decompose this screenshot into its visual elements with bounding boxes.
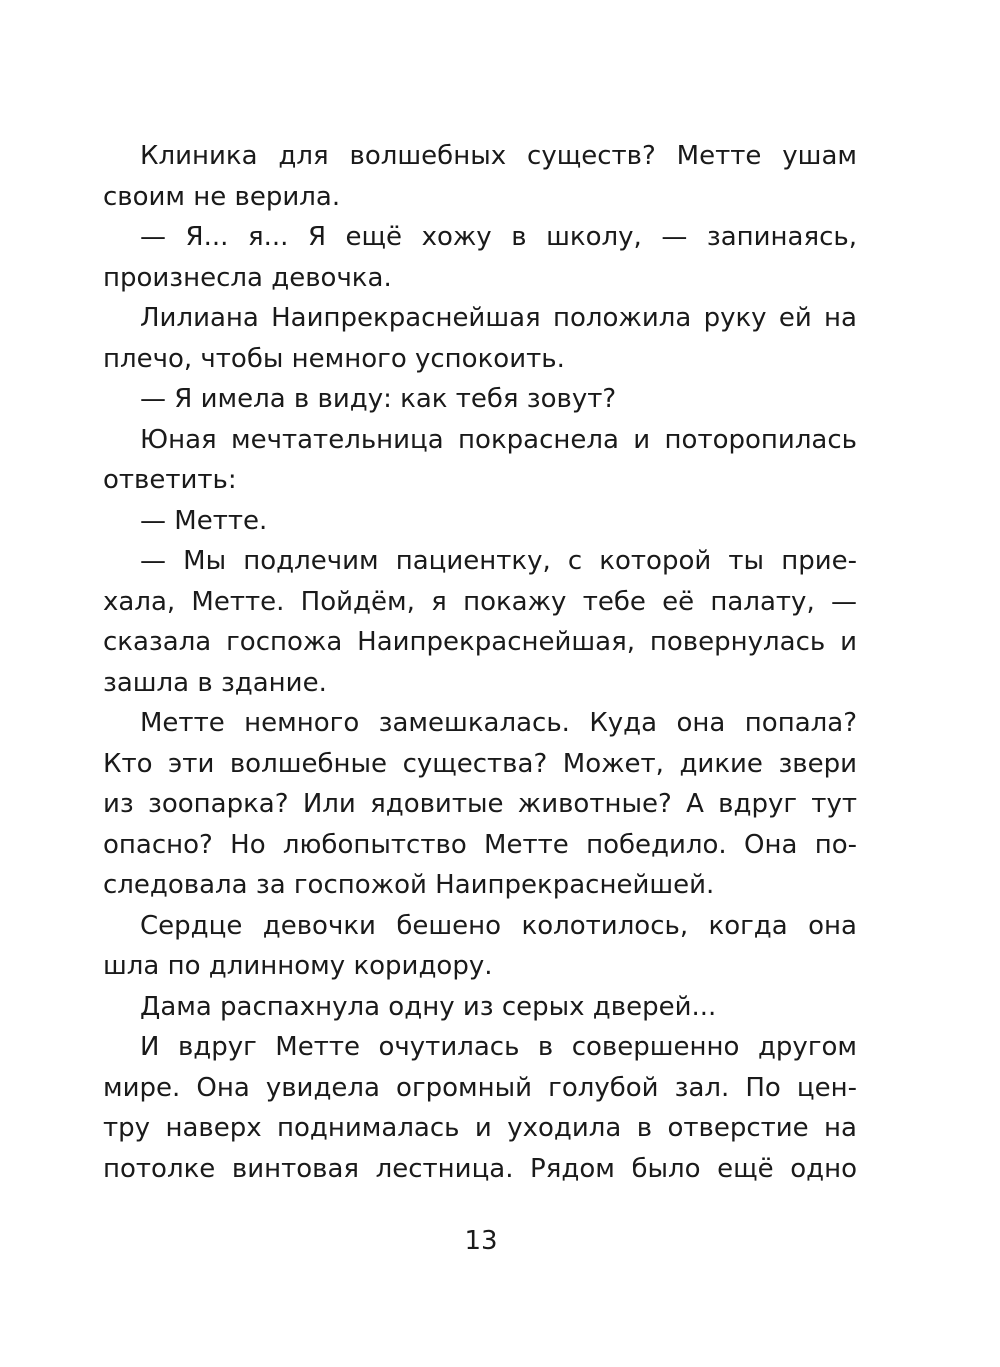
page-number: 13	[464, 1226, 498, 1256]
text-line: сказала госпожа Наипрекраснейшая, повернулась и	[103, 627, 857, 657]
text-line: И вдруг Метте очутилась в совершенно другом	[140, 1032, 857, 1062]
text-line: шла по длинному коридору.	[103, 951, 493, 981]
text-line: хала, Метте. Пойдём, я покажу тебе её палату, —	[103, 586, 857, 617]
body-text	[103, 136, 857, 1189]
text-line: своим не верила.	[103, 181, 341, 212]
text-line: потолке винтовая лестница. Рядом было ещё одно	[103, 1153, 857, 1184]
text-line: — Я... я... Я ещё хожу в школу, — запинаясь,	[140, 222, 857, 252]
text-line: — Метте.	[140, 505, 268, 536]
text-line: плечо, чтобы немного успокоить.	[103, 343, 565, 374]
text-line: Кто эти волшебные существа? Может, дикие звери	[103, 748, 857, 779]
text-line: ответить:	[103, 465, 237, 495]
text-line: Юная мечтательница покраснела и поторопилась	[140, 424, 857, 455]
text-line: Лилиана Наипрекраснейшая положила руку ей на	[140, 303, 857, 333]
text-line: тру наверх поднималась и уходила в отверстие на	[103, 1113, 857, 1143]
text-line: — Я имела в виду: как тебя зовут?	[140, 384, 617, 414]
text-line: Сердце девочки бешено колотилось, когда она	[140, 910, 857, 941]
text-line: Клиника для волшебных существ? Метте ушам	[140, 141, 857, 171]
text-line: мире. Она увидела огромный голубой зал. По цен-	[103, 1072, 857, 1103]
text-line: — Мы подлечим пациентку, с которой ты прие-	[140, 546, 857, 576]
text-line: следовала за госпожой Наипрекраснейшей.	[103, 870, 715, 900]
text-line: опасно? Но любопытство Метте победило. Она по-	[103, 829, 857, 860]
text-line: из зоопарка? Или ядовитые животные? А вдруг тут	[103, 789, 857, 819]
text-line: произнесла девочка.	[103, 262, 392, 293]
text-line: зашла в здание.	[103, 667, 327, 698]
text-line: Дама распахнула одну из серых дверей...	[140, 991, 717, 1022]
text-line: Метте немного замешкалась. Куда она попала?	[140, 708, 857, 738]
